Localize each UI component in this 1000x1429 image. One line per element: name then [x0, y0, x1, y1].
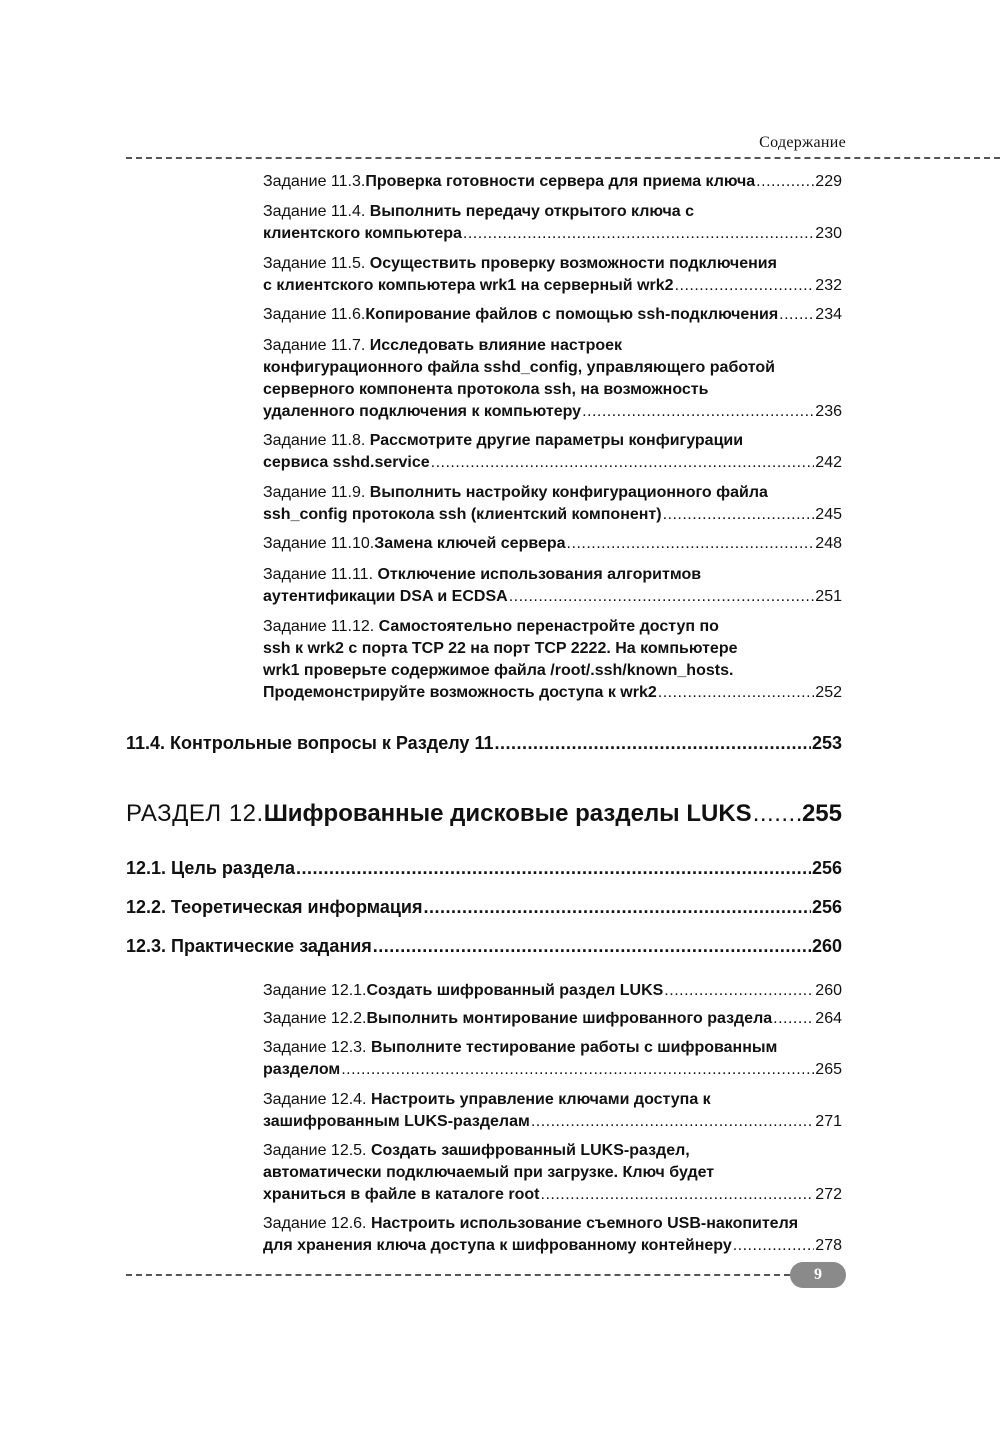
toc-section[interactable] [126, 936, 842, 957]
toc-subentry[interactable] [263, 533, 842, 555]
section-page: 260 [811, 936, 842, 956]
subentry-page: 271 [815, 1113, 842, 1130]
subentry-title: сервиса sshd.service [263, 454, 430, 471]
subentry-label: Задание 11.7. [263, 337, 370, 354]
subentry-line: конфигурационного файла sshd_config, управляющего работой [263, 359, 775, 376]
toc-section[interactable] [126, 858, 842, 879]
subentry-line: wrk1 проверьте содержимое файла /root/.ssh/known_hosts. [263, 662, 734, 679]
subentry-page: 229 [815, 173, 842, 190]
subentry-title: Создать зашифрованный LUKS-раздел, [370, 1142, 690, 1159]
dot-leader [753, 800, 801, 828]
toc-subentry[interactable] [263, 564, 842, 608]
toc-subentry[interactable] [263, 482, 842, 526]
subentry-page: 234 [815, 306, 842, 323]
subentry-title: храниться в файле в каталоге root [263, 1186, 540, 1203]
toc-subentry[interactable] [263, 304, 842, 326]
subentry-page: 278 [815, 1237, 842, 1254]
subentry-title: Выполните тестирование работы с шифрованным [370, 1039, 778, 1056]
subentry-label: Задание 11.9. [263, 484, 370, 501]
subentry-line [263, 335, 842, 357]
subentry-page: 251 [815, 588, 842, 605]
subentry-label: Задание 11.12. [263, 618, 379, 635]
subentry-line [263, 201, 842, 223]
dot-leader [296, 858, 811, 879]
subentry-title: Продемонстрируйте возможность доступа к wrk2 [263, 684, 657, 701]
toc-subentry[interactable] [263, 335, 842, 423]
dot-leader [663, 504, 815, 526]
subentry-label: Задание 11.8. [263, 432, 370, 449]
dot-leader [582, 401, 814, 423]
subentry-line [263, 1059, 842, 1081]
subentry-title: клиентского компьютера [263, 225, 462, 242]
subentry-line: серверного компонента протокола ssh, на возможность [263, 381, 709, 398]
subentry-line [263, 1235, 842, 1257]
part-title: Шифрованные дисковые разделы LUKS [263, 800, 752, 827]
subentry-page: 245 [815, 506, 842, 523]
subentry-title: Выполнить монтирование шифрованного раздела [366, 1010, 773, 1027]
subentry-title: Проверка готовности сервера для приема ключа [365, 173, 756, 190]
subentry-label: Задание 11.6. [263, 306, 366, 323]
subentry-title: Выполнить передачу открытого ключа с [369, 203, 695, 220]
subentry-title: для хранения ключа доступа к шифрованному контейнеру [263, 1237, 732, 1254]
toc-subentry[interactable] [263, 616, 842, 704]
part-prefix: РАЗДЕЛ 12. [126, 800, 264, 827]
dot-leader [773, 1008, 814, 1030]
subentry-title: Настроить использование съемного USB-накопителя [370, 1215, 799, 1232]
subentry-line [263, 586, 842, 608]
running-header: Содержание [759, 134, 846, 151]
toc-subentry[interactable] [263, 1089, 842, 1133]
subentry-title: Выполнить настройку конфигурационного файла [369, 484, 768, 501]
dot-leader [431, 452, 815, 474]
subentry-title: Копирование файлов с помощью ssh-подключения [365, 306, 779, 323]
subentry-label: Задание 12.6. [263, 1215, 371, 1232]
toc-section[interactable] [126, 733, 842, 754]
subentry-label: Задание 11.5. [263, 255, 370, 272]
subentry-line [263, 616, 842, 638]
subentry-page: 230 [815, 225, 842, 242]
section-title: 12.1. Цель раздела [126, 858, 295, 878]
subentry-line [263, 1184, 842, 1206]
dot-leader [509, 586, 815, 608]
subentry-title: аутентификации DSA и ECDSA [263, 588, 508, 605]
section-page: 253 [811, 733, 842, 753]
subentry-page: 264 [815, 1010, 842, 1027]
header-divider [126, 157, 1000, 159]
subentry-line [263, 1140, 842, 1162]
toc-subentry[interactable] [263, 253, 842, 297]
subentry-page: 242 [815, 454, 842, 471]
toc-subentry[interactable] [263, 1008, 842, 1030]
subentry-label: Задание 11.11. [263, 566, 378, 583]
subentry-line [263, 253, 842, 275]
dot-leader [541, 1184, 815, 1206]
dot-leader [675, 275, 815, 297]
dot-leader [494, 733, 810, 754]
subentry-page: 260 [815, 982, 842, 999]
dot-leader [756, 171, 814, 193]
toc-subentry[interactable] [263, 171, 842, 193]
subentry-label: Задание 12.4. [263, 1091, 371, 1108]
subentry-label: Задание 12.1. [263, 982, 367, 999]
subentry-page: 236 [815, 403, 842, 420]
dot-leader [341, 1059, 814, 1081]
toc-part-heading[interactable] [126, 800, 842, 828]
subentry-title: Исследовать влияние настроек [369, 337, 623, 354]
dot-leader [664, 980, 814, 1002]
subentry-title: Настроить управление ключами доступа к [370, 1091, 711, 1108]
dot-leader [531, 1111, 814, 1133]
subentry-line: ssh к wrk2 с порта TCP 22 на порт TCP 2222. На компьютере [263, 640, 738, 657]
subentry-page: 272 [815, 1186, 842, 1203]
subentry-line [263, 682, 842, 704]
subentry-title: Рассмотрите другие параметры конфигурации [369, 432, 744, 449]
subentry-line [263, 275, 842, 297]
subentry-label: Задание 12.3. [263, 1039, 371, 1056]
subentry-line [263, 482, 842, 504]
dot-leader [567, 533, 815, 555]
subentry-page: 265 [815, 1061, 842, 1078]
subentry-line [263, 1111, 842, 1133]
subentry-title: Замена ключей сервера [374, 535, 566, 552]
dot-leader [373, 936, 811, 957]
subentry-title: Самостоятельно перенастройте доступ по [378, 618, 719, 635]
subentry-line [263, 223, 842, 245]
dot-leader [658, 682, 815, 704]
toc-subentry[interactable] [263, 201, 842, 245]
toc-subentry[interactable] [263, 1213, 842, 1257]
subentry-label: Задание 12.2. [263, 1010, 367, 1027]
subentry-title: Осуществить проверку возможности подключения [369, 255, 777, 272]
toc-subentry[interactable] [263, 1037, 842, 1081]
toc-subentry[interactable] [263, 980, 842, 1002]
subentry-label: Задание 11.3. [263, 173, 366, 190]
subentry-line [263, 564, 842, 586]
subentry-title: Создать шифрованный раздел LUKS [366, 982, 664, 999]
footer-divider [126, 1274, 790, 1276]
section-page: 256 [811, 897, 842, 917]
subentry-line [263, 401, 842, 423]
subentry-title: Отключение использования алгоритмов [377, 566, 702, 583]
subentry-line [263, 1089, 842, 1111]
subentry-line: автоматически подключаемый при загрузке. Ключ будет [263, 1164, 715, 1181]
subentry-line [263, 452, 842, 474]
section-title: 12.3. Практические задания [126, 936, 372, 956]
part-page: 255 [801, 800, 842, 827]
toc-subentry[interactable] [263, 430, 842, 474]
subentry-page: 252 [815, 684, 842, 701]
section-title: 12.2. Теоретическая информация [126, 897, 423, 917]
subentry-title: зашифрованным LUKS-разделам [263, 1113, 530, 1130]
subentry-label: Задание 12.5. [263, 1142, 371, 1159]
subentry-line [263, 1213, 842, 1235]
section-page: 256 [811, 858, 842, 878]
dot-leader [423, 897, 810, 918]
dot-leader [463, 223, 814, 245]
toc-subentry[interactable] [263, 1140, 842, 1206]
subentry-title: с клиентского компьютера wrk1 на серверный wrk2 [263, 277, 674, 294]
subentry-line [263, 504, 842, 526]
dot-leader [779, 304, 814, 326]
subentry-title: удаленного подключения к компьютеру [263, 403, 582, 420]
subentry-page: 232 [815, 277, 842, 294]
toc-section[interactable] [126, 897, 842, 918]
page-number: 9 [790, 1262, 846, 1288]
subentry-title: ssh_config протокола ssh (клиентский компонент) [263, 506, 662, 523]
subentry-label: Задание 11.10. [263, 535, 375, 552]
subentry-title: разделом [263, 1061, 341, 1078]
dot-leader [733, 1235, 815, 1257]
subentry-line [263, 430, 842, 452]
section-title: 11.4. Контрольные вопросы к Разделу 11 [126, 733, 494, 753]
subentry-label: Задание 11.4. [263, 203, 370, 220]
subentry-line [263, 1037, 842, 1059]
subentry-page: 248 [815, 535, 842, 552]
